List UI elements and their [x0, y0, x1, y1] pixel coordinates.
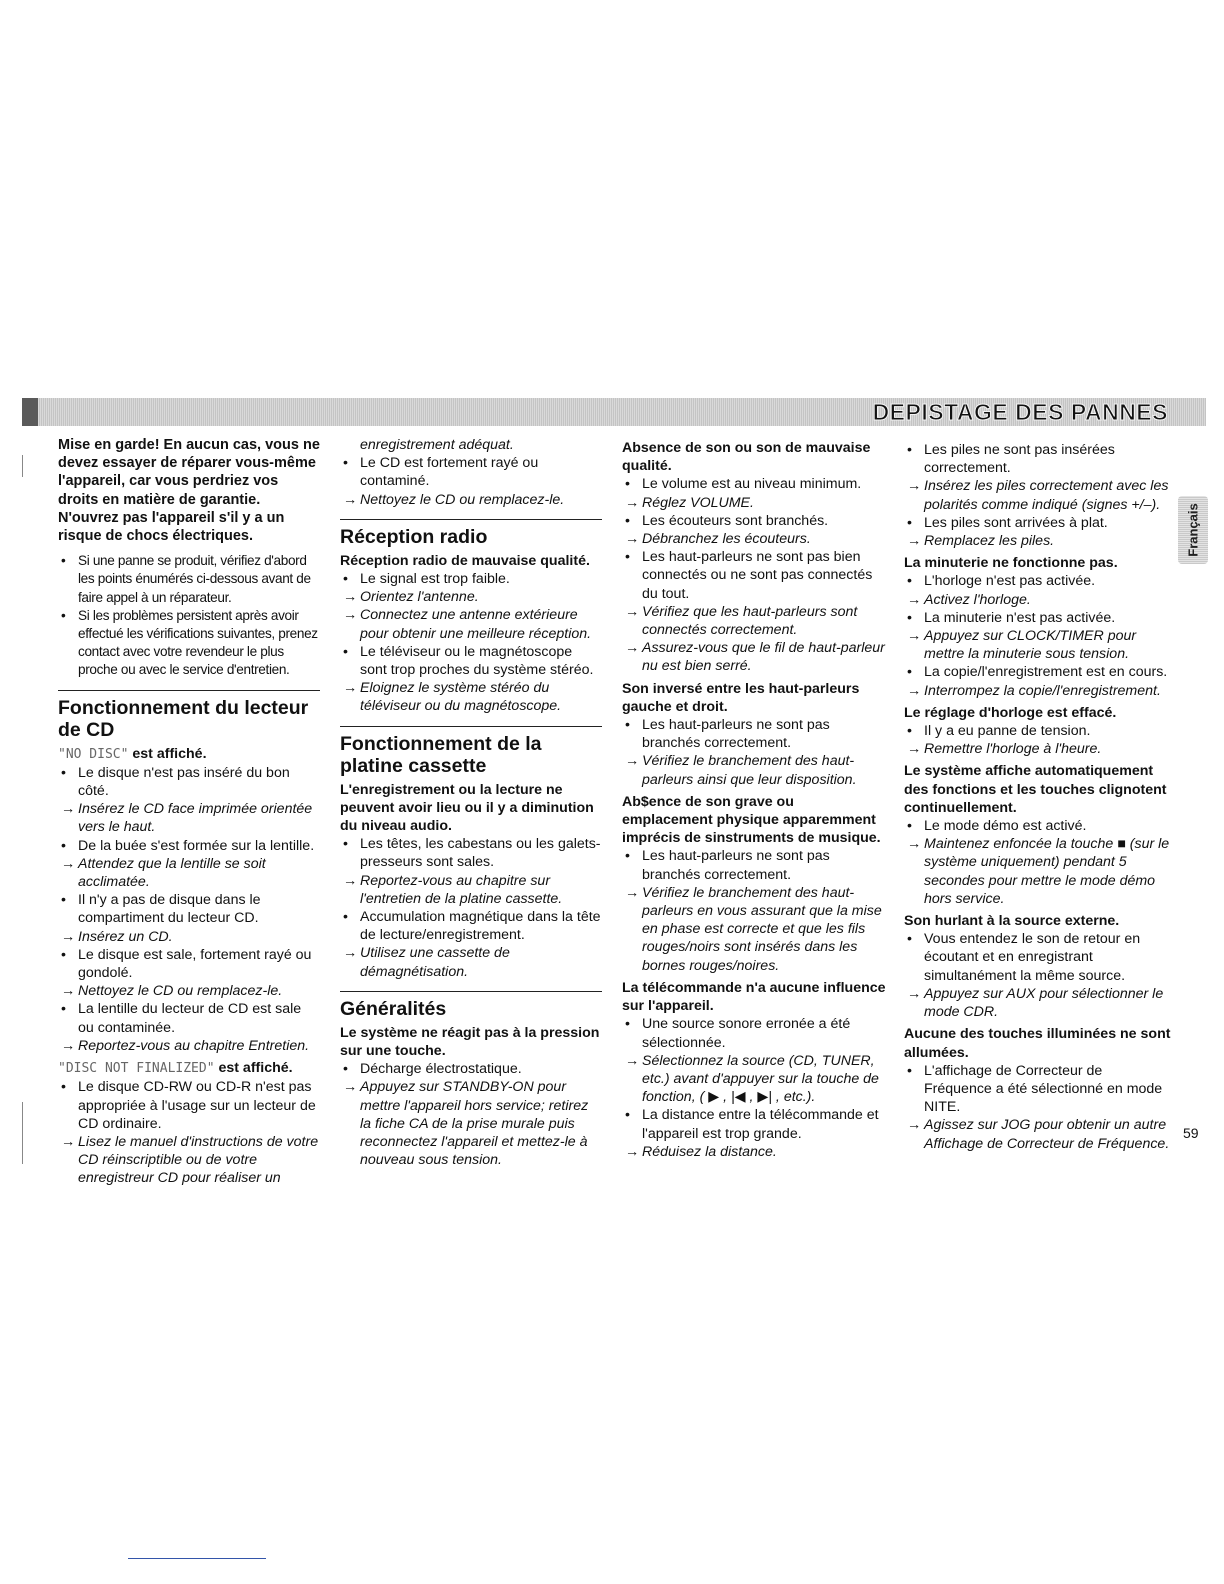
column-1 [58, 436, 320, 1188]
remedy-item [904, 985, 1172, 1021]
item-text: Insérez les piles correctement avec les polarités comme indiqué (signes +/–). [924, 478, 1169, 513]
item-text: Les têtes, les cabestans ou les galets-presseurs sont sales. [360, 836, 601, 871]
remedy-item [904, 835, 1172, 908]
bullet-icon: • [625, 549, 630, 566]
intro-list [58, 552, 320, 679]
section-title-radio: Réception radio [340, 519, 602, 548]
item-text: Réglez VOLUME. [642, 494, 754, 511]
item-text: Appuyez sur CLOCK/TIMER pour mettre la minuterie sous tension. [924, 628, 1137, 663]
arrow-icon: → [61, 801, 76, 818]
cause-item [58, 837, 320, 855]
problem-list [340, 1060, 602, 1169]
remedy-item [904, 627, 1172, 663]
item-text: Activez l'horloge. [924, 591, 1031, 608]
bullet-icon: • [343, 836, 348, 853]
item-text: Reportez-vous au chapitre Entretien. [78, 1037, 310, 1054]
cause-item [340, 643, 602, 679]
cause-item [622, 512, 888, 530]
remedy-item [58, 1037, 320, 1055]
remedy-item [340, 944, 602, 980]
arrow-icon: → [343, 589, 358, 606]
cause-item [904, 1062, 1172, 1117]
bullet-icon: • [61, 892, 66, 909]
item-text: De la buée s'est formée sur la lentille. [78, 837, 315, 854]
item-text: L'horloge n'est pas activée. [924, 573, 1096, 590]
bullet-icon: • [625, 1016, 630, 1033]
problem-heading: Aucune des touches illuminées ne sont allumées. [904, 1026, 1171, 1061]
arrow-icon: → [61, 1037, 76, 1054]
item-text: La distance entre la télécommande et l'appareil est trop grande. [642, 1107, 879, 1142]
bullet-icon: • [907, 1062, 912, 1079]
arrow-icon: → [343, 607, 358, 624]
item-text: Vérifiez que les haut-parleurs sont connectés correctement. [642, 603, 858, 639]
problem-heading: La télécommande n'a aucune influence sur l'appareil. [622, 979, 886, 1015]
remedy-item [340, 872, 602, 908]
bullet-icon: • [625, 848, 630, 865]
cause-item [904, 609, 1172, 627]
remedy-item [904, 477, 1172, 513]
arrow-icon: → [61, 1133, 76, 1150]
item-text: Le mode démo est activé. [924, 818, 1087, 835]
cause-item [904, 572, 1172, 590]
margin-line [22, 455, 23, 477]
item-text: La minuterie n'est pas activée. [924, 609, 1116, 626]
item-text: Les haut-parleurs ne sont pas branchés correctement. [642, 848, 830, 883]
item-text: Reportez-vous au chapitre sur l'entretien de la platine cassette. [360, 872, 563, 907]
bullet-icon: • [625, 512, 630, 529]
item-text: Interrompez la copie/l'enregistrement. [924, 682, 1161, 699]
problem-heading: Le système ne réagit pas à la pression sur une touche. [340, 1024, 600, 1060]
item-text: Eloignez le système stéréo du téléviseur ou du magnétoscope. [360, 680, 562, 715]
problem-heading: Le système affiche automatiquement des fonctions et les touches clignotent continuellement. [904, 763, 1167, 816]
item-text: Attendez que la lentille se soit acclimatée. [78, 855, 266, 891]
remedy-item [58, 1133, 320, 1188]
arrow-icon: → [343, 491, 358, 508]
arrow-icon: → [625, 1143, 640, 1160]
list-item: enregistrement adéquat. [360, 437, 514, 453]
problem-heading: Ab$ence de son grave ou emplacement physique apparemment imprécis de sinstruments de musique. [622, 793, 881, 847]
cause-item [622, 548, 888, 603]
item-text: La copie/l'enregistrement est en cours. [924, 664, 1168, 681]
bullet-icon: • [343, 571, 348, 588]
problem-heading: Son inversé entre les haut-parleurs gauche et droit. [622, 680, 860, 715]
remedy-item [58, 855, 320, 891]
cause-item [340, 1060, 602, 1078]
item-text: La lentille du lecteur de CD est sale ou contaminée. [78, 1001, 302, 1036]
problem-list [58, 1078, 320, 1187]
arrow-icon: → [61, 928, 76, 945]
remedy-item [340, 1078, 602, 1169]
arrow-icon: → [61, 855, 76, 872]
arrow-icon: → [907, 836, 922, 853]
problem-list [340, 570, 602, 716]
cause-item [58, 1078, 320, 1133]
item-text: L'affichage de Correcteur de Fréquence a été sélectionné en mode NITE. [924, 1062, 1163, 1116]
problem-heading: La minuterie ne fonctionne pas. [904, 555, 1118, 572]
arrow-icon: → [61, 983, 76, 1000]
cause-item [340, 454, 602, 490]
arrow-icon: → [343, 945, 358, 962]
item-text: Connectez une antenne extérieure pour obtenir une meilleure réception. [360, 607, 592, 642]
item-text: Insérez le CD face imprimée orientée vers le haut. [78, 801, 313, 836]
item-text: Le téléviseur ou le magnétoscope sont trop proches du système stéréo. [360, 643, 594, 679]
arrow-icon: → [907, 985, 922, 1002]
bullet-icon: • [61, 1079, 66, 1096]
bullet-icon: • [907, 442, 912, 458]
language-tab [1178, 496, 1208, 564]
problem-heading: Son hurlant à la source externe. [904, 913, 1120, 930]
remedy-item [904, 740, 1172, 758]
cause-item [904, 663, 1172, 681]
item-text: Le disque n'est pas inséré du bon côté. [78, 764, 290, 800]
remedy-item [340, 588, 602, 606]
item-text: Les piles sont arrivées à plat. [924, 514, 1108, 531]
remedy-item [622, 639, 888, 675]
bullet-icon: • [61, 553, 66, 569]
bullet-icon: • [343, 455, 348, 472]
arrow-icon: → [625, 494, 640, 511]
section-title-cassette: Fonctionnement de la platine cassette [340, 726, 602, 777]
bullet-icon: • [343, 909, 348, 926]
cause-item [340, 835, 602, 871]
cause-item [58, 607, 320, 680]
arrow-icon: → [625, 753, 640, 770]
margin-line [22, 1102, 23, 1164]
arrow-icon: → [625, 603, 640, 620]
item-text: Insérez un CD. [78, 928, 173, 945]
arrow-icon: → [907, 682, 922, 699]
header-banner [22, 398, 1206, 426]
bullet-icon: • [61, 946, 66, 963]
item-text: Lisez le manuel d'instructions de votre CD réinscriptible ou de votre enregistreur CD pour réaliser un [78, 1133, 319, 1187]
cause-item [58, 552, 320, 607]
item-text: Le volume est au niveau minimum. [642, 476, 862, 493]
remedy-item [622, 752, 888, 788]
cause-item [340, 570, 602, 588]
item-text: Les haut-parleurs ne sont pas branchés correctement. [642, 717, 830, 752]
cause-item [622, 1015, 888, 1051]
problem-list [904, 930, 1172, 1021]
item-text: Si les problèmes persistent après avoir effectué les vérifications suivantes, prenez contact avec votre revendeur le plus proche ou avec le service d'entretien. [78, 607, 318, 678]
remedy-item [340, 679, 602, 715]
section-title-cd: Fonctionnement du lecteur de CD [58, 690, 320, 741]
cause-item [58, 764, 320, 800]
bullet-icon: • [907, 664, 912, 681]
item-text: Utilisez une cassette de démagnétisation. [360, 945, 510, 980]
arrow-icon: → [625, 884, 640, 901]
item-text: Les écouteurs sont branchés. [642, 512, 829, 529]
cause-item [622, 716, 888, 752]
item-text: Nettoyez le CD ou remplacez-le. [360, 491, 565, 508]
bullet-icon: • [61, 764, 66, 781]
cause-item [904, 514, 1172, 532]
remedy-item [58, 800, 320, 836]
section-title-general: Généralités [340, 991, 602, 1020]
item-text: Nettoyez le CD ou remplacez-le. [78, 983, 283, 1000]
arrow-icon: → [625, 640, 640, 657]
item-text: Maintenez enfoncée la touche ■ (sur le système uniquement) pendant 5 secondes pour mettre le mode démo hors service. [924, 836, 1170, 907]
item-text: Le disque CD-RW ou CD-R n'est pas appropriée à l'usage sur un lecteur de CD ordinaire. [78, 1079, 316, 1132]
arrow-icon: → [907, 628, 922, 645]
arrow-icon: → [625, 531, 640, 548]
problem-list [622, 475, 888, 675]
remedy-item [340, 606, 602, 642]
problem-heading: "NO DISC" est affiché. [58, 745, 207, 762]
arrow-icon: → [907, 1117, 922, 1134]
bullet-icon: • [625, 476, 630, 493]
problem-heading: Réception radio de mauvaise qualité. [340, 552, 590, 569]
bullet-icon: • [907, 573, 912, 590]
item-text: Sélectionnez la source (CD, TUNER, etc.) avant d'appuyer sur la touche de fonction, ( ▶ , |◀ , ▶| , etc.). [642, 1052, 879, 1106]
remedy-item [622, 884, 888, 975]
bullet-icon: • [907, 514, 912, 531]
arrow-icon: → [907, 591, 922, 608]
remedy-item [58, 982, 320, 1000]
item-text: Décharge électrostatique. [360, 1061, 522, 1078]
page-number: 59 [1183, 1125, 1199, 1141]
item-text: Vérifiez le branchement des haut-parleurs en vous assurant que la mise en phase est correcte et que les fils rouges/noirs sont insérés dans les bornes rouges/noires. [642, 884, 882, 974]
cause-item [58, 891, 320, 927]
problem-list [904, 441, 1172, 550]
item-text: Si une panne se produit, vérifiez d'abord les points énumérés ci-dessous avant de faire appel à un réparateur. [78, 553, 311, 605]
cause-item [58, 946, 320, 982]
bullet-icon: • [61, 607, 66, 623]
item-text: Il n'y a pas de disque dans le compartiment du lecteur CD. [78, 892, 261, 927]
item-text: Réduisez la distance. [642, 1143, 777, 1160]
cause-item [622, 847, 888, 883]
item-text: Débranchez les écouteurs. [642, 531, 811, 548]
problem-heading: Le réglage d'horloge est effacé. [904, 704, 1117, 721]
item-text: Vérifiez le branchement des haut-parleurs ainsi que leur disposition. [642, 753, 857, 788]
bullet-icon: • [907, 723, 912, 740]
bullet-icon: • [907, 931, 912, 948]
item-text: Le signal est trop faible. [360, 571, 510, 588]
problem-heading: L'enregistrement ou la lecture ne peuvent avoir lieu ou il y a diminution du niveau audio. [340, 781, 594, 835]
item-text: Il y a eu panne de tension. [924, 723, 1091, 740]
arrow-icon: → [343, 1079, 358, 1096]
bullet-icon: • [61, 837, 66, 854]
cause-item [58, 1000, 320, 1036]
cause-item [622, 1106, 888, 1142]
item-text: Le disque est sale, fortement rayé ou gondolé. [78, 946, 312, 982]
remedy-item [340, 491, 602, 509]
column-4 [904, 436, 1172, 1153]
problem-heading: Absence de son ou son de mauvaise qualité. [622, 440, 871, 475]
arrow-icon: → [907, 741, 922, 758]
item-text: Remplacez les piles. [924, 533, 1055, 550]
problem-list [904, 722, 1172, 758]
arrow-icon: → [343, 872, 358, 889]
problem-list [904, 1062, 1172, 1153]
cause-item [904, 930, 1172, 985]
bottom-rule [128, 1558, 266, 1559]
remedy-item [622, 603, 888, 639]
column-2 [340, 436, 602, 1170]
item-text: Assurez-vous que le fil de haut-parleur nu est bien serré. [642, 640, 885, 675]
warning-text: Mise en garde! En aucun cas, vous ne devez essayer de réparer vous-même l'appareil, car vous perdriez vos droits en matière de garantie. N'ouvrez pas l'appareil s'il y a un risque de chocs électriques. [58, 437, 320, 545]
item-text: Agissez sur JOG pour obtenir un autre Affichage de Correcteur de Fréquence. [924, 1117, 1170, 1152]
bullet-icon: • [907, 818, 912, 835]
item-text: Remettre l'horloge à l'heure. [924, 741, 1102, 758]
arrow-icon: → [625, 1052, 640, 1069]
problem-list [622, 847, 888, 974]
problem-list [340, 454, 602, 509]
item-text: Les haut-parleurs ne sont pas bien connectés ou ne sont pas connectés du tout. [642, 549, 873, 602]
cause-item [904, 441, 1172, 477]
item-text: Appuyez sur AUX pour sélectionner le mode CDR. [924, 985, 1164, 1021]
bullet-icon: • [343, 1061, 348, 1078]
cause-item [340, 908, 602, 944]
remedy-item [904, 682, 1172, 700]
remedy-item [622, 494, 888, 512]
remedy-item [904, 591, 1172, 609]
column-3 [622, 436, 888, 1161]
item-text: Orientez l'antenne. [360, 589, 479, 606]
item-text: Une source sonore erronée a été sélectionnée. [642, 1016, 851, 1051]
bullet-icon: • [625, 1107, 630, 1124]
cause-item [904, 817, 1172, 835]
problem-heading: "DISC NOT FINALIZED" est affiché. [58, 1060, 293, 1077]
page-title: DEPISTAGE DES PANNES [872, 399, 1168, 425]
banner-corner-mark [22, 398, 38, 426]
bullet-icon: • [61, 1001, 66, 1018]
problem-list [904, 572, 1172, 699]
item-text: Vous entendez le son de retour en écoutant et en enregistrant simultanément la même source. [924, 931, 1141, 984]
remedy-item [904, 1116, 1172, 1152]
cause-item [904, 722, 1172, 740]
problem-list [58, 764, 320, 1055]
problem-list [904, 817, 1172, 908]
arrow-icon: → [907, 478, 922, 495]
display-message: "NO DISC" [58, 746, 129, 762]
arrow-icon: → [907, 533, 922, 550]
arrow-icon: → [343, 680, 358, 697]
cause-item [622, 475, 888, 493]
remedy-item [622, 1052, 888, 1107]
remedy-item [622, 1143, 888, 1161]
problem-list [340, 835, 602, 981]
bullet-icon: • [907, 609, 912, 626]
item-text: Le CD est fortement rayé ou contaminé. [360, 455, 539, 490]
remedy-item [58, 928, 320, 946]
item-text: Accumulation magnétique dans la tête de lecture/enregistrement. [360, 909, 601, 944]
item-text: Les piles ne sont pas insérées correctement. [924, 442, 1115, 477]
remedy-item [622, 530, 888, 548]
bullet-icon: • [343, 643, 348, 660]
problem-list [622, 716, 888, 789]
problem-list [622, 1015, 888, 1161]
item-text: Appuyez sur STANDBY-ON pour mettre l'appareil hors service; retirez la fiche CA de la prise murale puis reconnectez l'appareil et mettez-le à nouveau sous tension. [360, 1079, 589, 1169]
display-message: "DISC NOT FINALIZED" [58, 1061, 215, 1077]
remedy-item [904, 532, 1172, 550]
bullet-icon: • [625, 717, 630, 734]
language-tab-label: Français [1185, 503, 1201, 557]
